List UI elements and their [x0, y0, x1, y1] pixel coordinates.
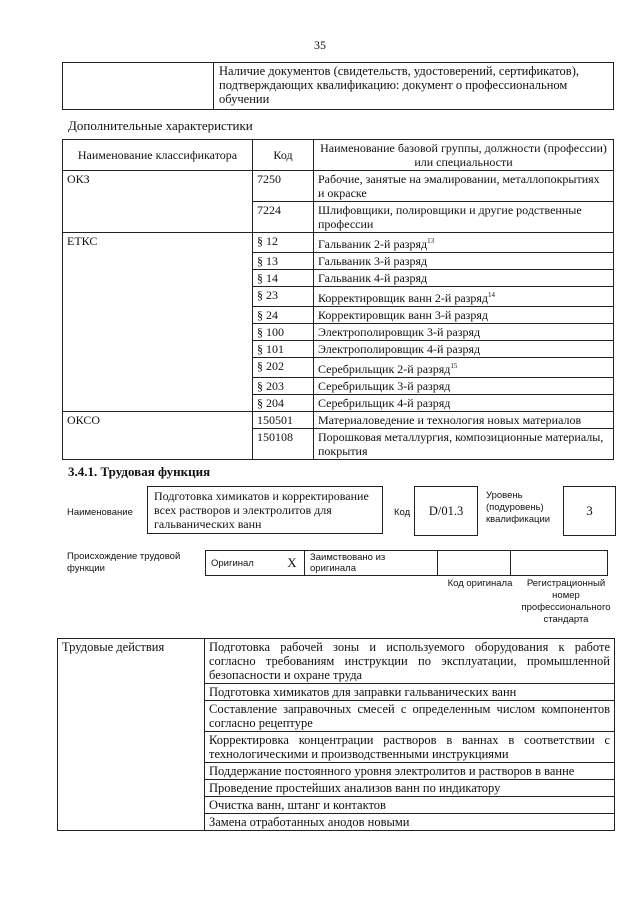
profession-name-cell: Шлифовщики, полировщики и другие родственные профессии [314, 202, 614, 233]
profession-name-cell: Серебрильщик 3-й разряд [314, 378, 614, 395]
profession-name-cell: Электрополировщик 3-й разряд [314, 324, 614, 341]
footnote-mark: 14 [488, 291, 496, 299]
labor-action-item: Подготовка рабочей зоны и используемого оборудования к работе согласно требованиям инструкции по эксплуатации, промышленной безопасности и охране труда [205, 639, 615, 684]
code-cell: § 23 [253, 287, 314, 307]
borrowed-label: Заимствовано из оригинала [305, 551, 438, 576]
level-label: Уровень (подуровень) квалификации [486, 490, 551, 525]
code-cell: § 203 [253, 378, 314, 395]
labor-actions-label: Трудовые действия [58, 639, 205, 831]
footnote-mark: 13 [427, 237, 435, 245]
code-cell: § 202 [253, 358, 314, 378]
classifier-cell: ЕТКС [63, 233, 253, 412]
labor-action-item: Очистка ванн, штанг и контактов [205, 797, 615, 814]
labor-action-item: Замена отработанных анодов новыми [205, 814, 615, 831]
page-number: 35 [314, 38, 326, 52]
code-cell: § 204 [253, 395, 314, 412]
code-cell: § 100 [253, 324, 314, 341]
classifier-cell: ОКЗ [63, 171, 253, 233]
labor-action-item: Проведение простейших анализов ванн по индикатору [205, 780, 615, 797]
labor-action-item: Корректировка концентрации растворов в ваннах в соответствии с технологическими и производственными инструкциями [205, 732, 615, 763]
qualification-documents-table [62, 62, 614, 110]
code-cell: § 101 [253, 341, 314, 358]
labor-actions-table [57, 638, 615, 831]
origin-table [205, 550, 608, 576]
labor-action-item: Подготовка химикатов для заправки гальванических ванн [205, 684, 615, 701]
name-label: Наименование [67, 507, 133, 518]
additional-characteristics-title: Дополнительные характеристики [68, 118, 253, 133]
code-label: Код [394, 507, 411, 518]
profession-name-cell: Материаловедение и технология новых материалов [314, 412, 614, 429]
code-cell: 150108 [253, 429, 314, 460]
original-mark: X [280, 551, 305, 576]
header-name: Наименование базовой группы, должности (профессии) или специальности [314, 140, 614, 171]
labor-action-item: Поддержание постоянного уровня электролитов и растворов в ванне [205, 763, 615, 780]
origin-label: Происхождение трудовой функции [67, 551, 181, 574]
profession-name-cell: Серебрильщик 2-й разряд$^{15}$ [314, 358, 614, 378]
table-row [63, 412, 614, 429]
characteristics-body [63, 171, 614, 460]
header-classifier: Наименование классификатора [63, 140, 253, 171]
header-code: Код [253, 140, 314, 171]
qualification-documents-text: Наличие документов (свидетельств, удостоверений, сертификатов), подтверждающих квалификацию: документ о профессиональном обучении [214, 63, 614, 110]
level-value-box: 3 [563, 486, 616, 536]
table-row [63, 171, 614, 202]
code-cell: 150501 [253, 412, 314, 429]
profession-name-cell: Гальваник 4-й разряд [314, 270, 614, 287]
original-label: Оригинал [206, 551, 281, 576]
code-cell: § 14 [253, 270, 314, 287]
table-row [63, 233, 614, 253]
code-cell: § 12 [253, 233, 314, 253]
table-row [58, 639, 615, 684]
code-cell: § 24 [253, 307, 314, 324]
profession-name-cell: Гальваник 3-й разряд [314, 253, 614, 270]
profession-name-cell: Серебрильщик 4-й разряд [314, 395, 614, 412]
reg-number-label: Регистрационный номер профессионального стандарта [521, 578, 611, 625]
reg-number-cell [511, 551, 608, 576]
section-title: 3.4.1. Трудовая функция [68, 464, 211, 479]
profession-name-cell: Корректировщик ванн 3-й разряд [314, 307, 614, 324]
code-cell: 7224 [253, 202, 314, 233]
footnote-mark: 15 [450, 362, 458, 370]
code-cell: § 13 [253, 253, 314, 270]
profession-name-cell: Порошковая металлургия, композиционные материалы, покрытия [314, 429, 614, 460]
empty-cell [63, 63, 214, 110]
code-cell: 7250 [253, 171, 314, 202]
profession-name-cell: Корректировщик ванн 2-й разряд$^{14}$ [314, 287, 614, 307]
labor-action-item: Составление заправочных смесей с определенным числом компонентов согласно рецептуре [205, 701, 615, 732]
profession-name-cell: Электрополировщик 4-й разряд [314, 341, 614, 358]
code-original-label: Код оригинала [447, 578, 513, 589]
profession-name-cell: Гальваник 2-й разряд$^{13}$ [314, 233, 614, 253]
classifier-cell: ОКСО [63, 412, 253, 460]
characteristics-table [62, 139, 614, 460]
function-code-box: D/01.3 [414, 486, 478, 536]
function-name-box: Подготовка химикатов и корректирование всех растворов и электролитов для гальванических ванн [147, 486, 383, 534]
code-original-cell [438, 551, 511, 576]
profession-name-cell: Рабочие, занятые на эмалировании, металлопокрытиях и окраске [314, 171, 614, 202]
